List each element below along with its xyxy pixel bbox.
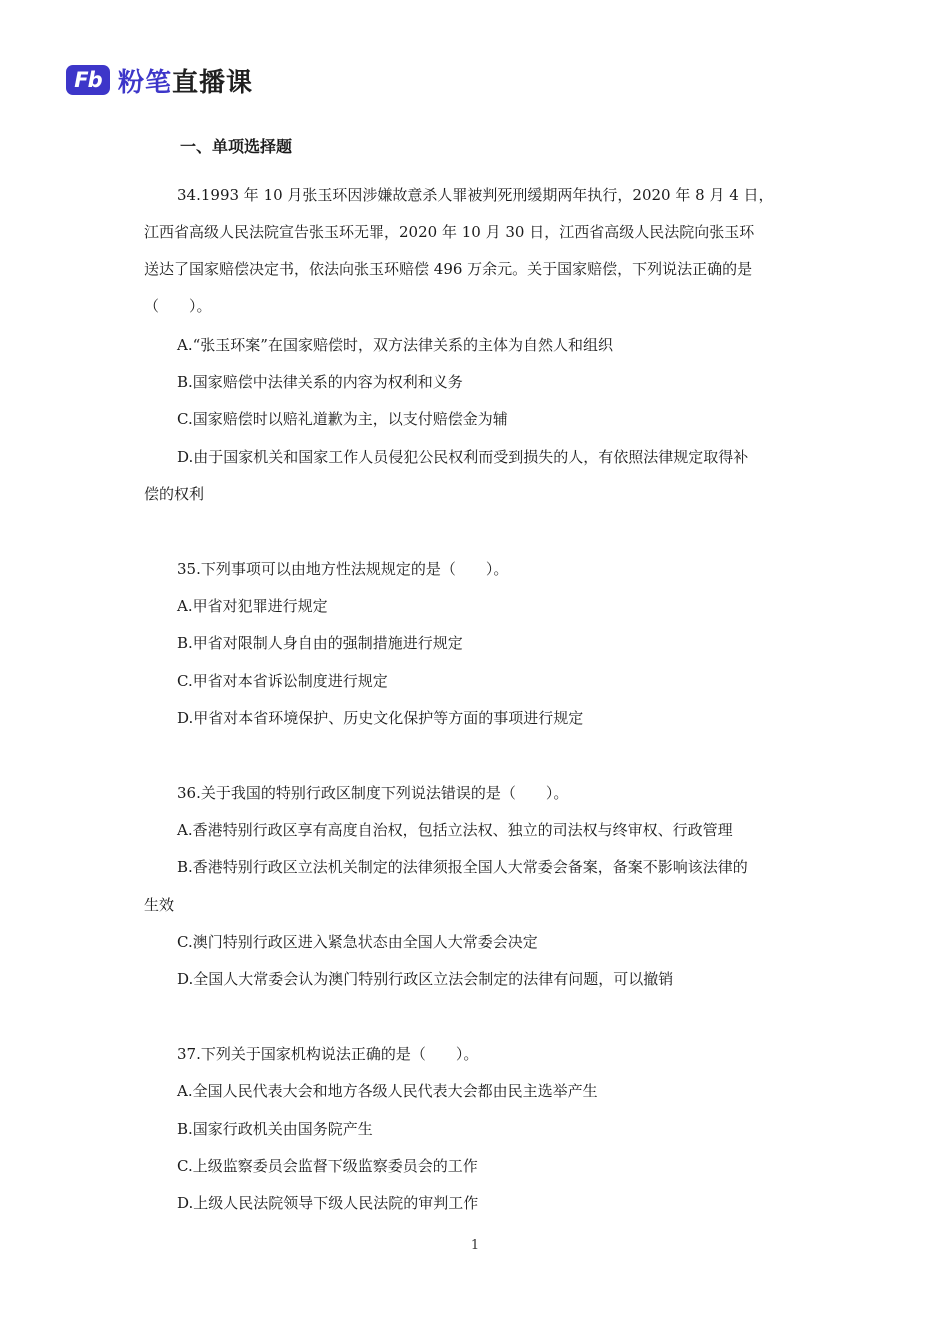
- logo-brand: 粉笔: [118, 67, 173, 98]
- question-stem: 37.下列关于国家机构说法正确的是（ ）。: [177, 1045, 479, 1063]
- option-d: D.全国人大常委会认为澳门特别行政区立法会制定的法律有问题，可以撤销: [177, 970, 674, 988]
- question-stem: 36.关于我国的特别行政区制度下列说法错误的是（ ）。: [177, 784, 569, 802]
- option-d: D.上级人民法院领导下级人民法院的审判工作: [177, 1194, 479, 1212]
- option-a: A.全国人民代表大会和地方各级人民代表大会都由民主选举产生: [177, 1082, 598, 1100]
- question-stem: 送达了国家赔偿决定书，依法向张玉环赔偿 496 万余元。关于国家赔偿，下列说法正确的是: [144, 260, 753, 278]
- logo-text: [118, 62, 253, 99]
- option-c: C.澳门特别行政区进入紧急状态由全国人大常委会决定: [177, 933, 538, 951]
- option-d: D.甲省对本省环境保护、历史文化保护等方面的事项进行规定: [177, 709, 584, 727]
- logo-suffix: 直播课: [172, 67, 254, 98]
- option-d: D.由于国家机关和国家工作人员侵犯公民权利而受到损失的人，有依照法律规定取得补: [177, 448, 749, 466]
- option-b: B.甲省对限制人身自由的强制措施进行规定: [177, 634, 463, 652]
- option-b-continued: 生效: [144, 896, 175, 914]
- option-b: B.国家赔偿中法律关系的内容为权利和义务: [177, 373, 463, 391]
- question-stem: 江西省高级人民法院宣告张玉环无罪，2020 年 10 月 30 日，江西省高级人民法院向张玉环: [144, 223, 755, 241]
- question-stem: 35.下列事项可以由地方性法规规定的是（ ）。: [177, 560, 509, 578]
- section-title: 一、单项选择题: [180, 137, 293, 156]
- option-b: B.国家行政机关由国务院产生: [177, 1120, 373, 1138]
- brand-logo: [66, 62, 253, 98]
- option-d-continued: 偿的权利: [144, 485, 205, 503]
- option-c: C.上级监察委员会监督下级监察委员会的工作: [177, 1157, 478, 1175]
- logo-icon: Fb: [66, 65, 110, 95]
- question-stem: （ ）。: [144, 297, 212, 315]
- option-a: A.“张玉环案”在国家赔偿时，双方法律关系的主体为自然人和组织: [177, 336, 613, 354]
- page-number: 1: [470, 1238, 480, 1253]
- option-c: C.甲省对本省诉讼制度进行规定: [177, 672, 388, 690]
- question-stem: 34.1993 年 10 月张玉环因涉嫌故意杀人罪被判死刑缓期两年执行，2020 年 8 月 4 日，: [177, 186, 774, 204]
- option-b: B.香港特别行政区立法机关制定的法律须报全国人大常委会备案，备案不影响该法律的: [177, 858, 748, 876]
- option-a: A.甲省对犯罪进行规定: [177, 597, 328, 615]
- option-c: C.国家赔偿时以赔礼道歉为主，以支付赔偿金为辅: [177, 410, 508, 428]
- option-a: A.香港特别行政区享有高度自治权，包括立法权、独立的司法权与终审权、行政管理: [177, 821, 733, 839]
